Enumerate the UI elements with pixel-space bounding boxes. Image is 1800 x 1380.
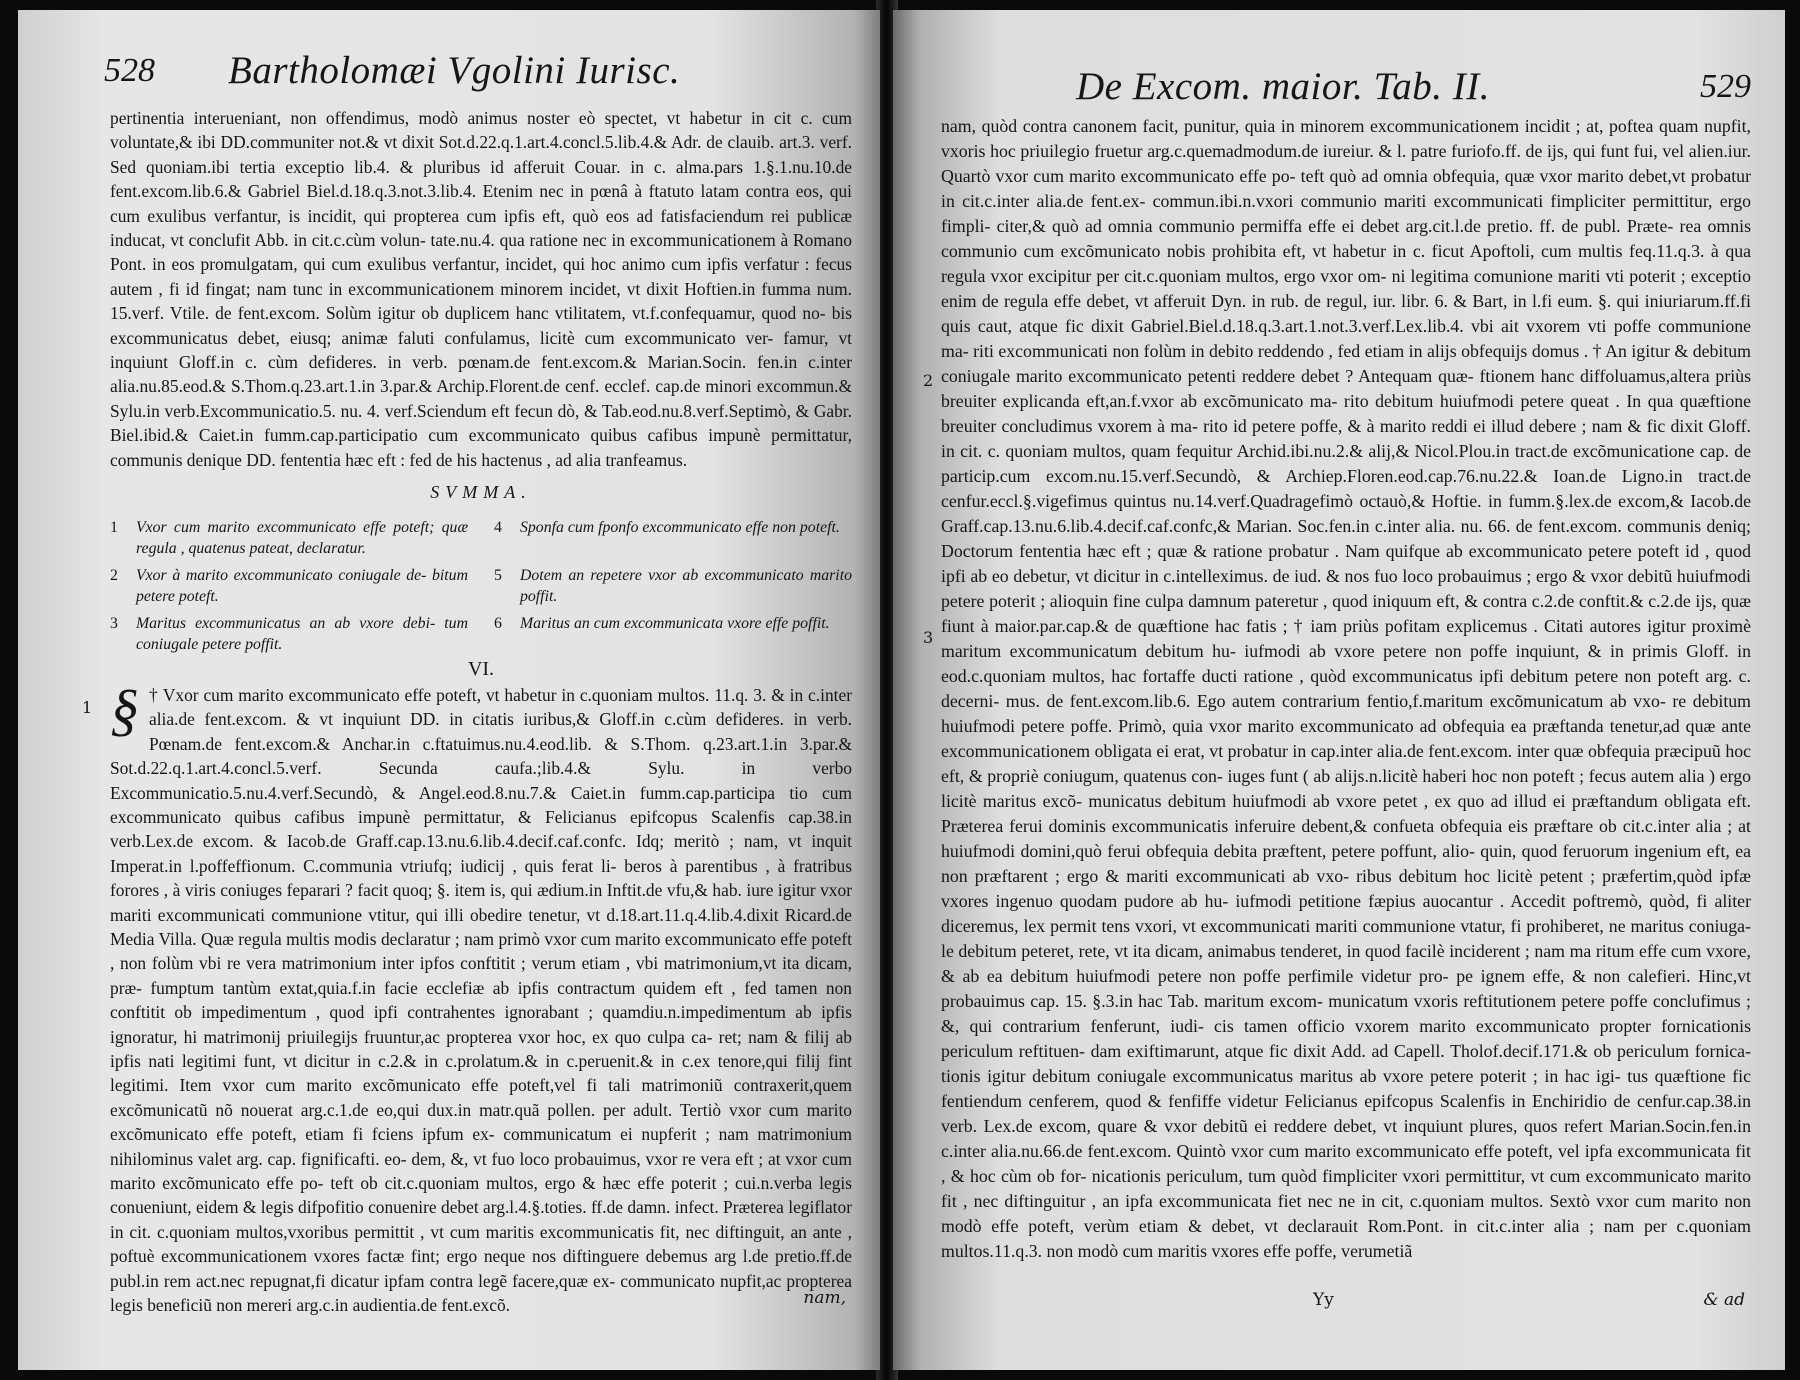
right-page-header bbox=[941, 50, 1751, 114]
right-running-head: De Excom. maior. Tab. II. bbox=[1076, 65, 1491, 108]
left-text-top: pertinentia interueniant, non offendimus, modò animus noster eò spectet, vt habetur in cit c. cum voluntate,& ibi DD.communiter not.& vt dixit Sot.d.22.q.1.art.4.concl.5.lib.4.& Adr. de clauib. art.3. verf. Sed quoniam.ibi tertia exceptio lib.4. & pluribus id afferuit Couar. in c. alma.pars 1.§.1.nu.10.de fent.excom.lib.6.& Gabriel Biel.d.18.q.3.not.3.lib.4. Etenim nec in pœnâ à ftatuto latam contra eos, qui cum exulibus verfantur, is incidit, qui propterea cum ipfis eft, quò eos ad fatisfaciendum rei publicæ inducat, vt conclufit Abb. in cit.c.cùm volun- tate.nu.4. qua ratione nec in excommunicationem à Romano Pont. in eos promulgatam, qui cum exulibus verfantur, incidet, qui hoc animo cum ipfis verfatur : fecus autem , fi id fingat; nam tunc in excommunicationem minorem incidet, vt dixit Hoftien.in fumma num. 15.verf. Vtile. de fent.excom. Solùm igitur ob duplicem hanc vtilitatem, vt.f.confequamur, quod no- bis excommunicatus debet, eiusq; animæ faluti confulamus, licitè cum excommunicato ver- famur, vt inquiunt Gloff.in c. cùm defideres. in verb. pœnam.de fent.excom.& Marian.Socin. fen.in c.inter alia.nu.85.eod.& S.Thom.q.23.art.1.in 3.par.& Archip.Florent.de cenf. ecclef. cap.de minori excommun.& Sylu.in verb.Excommunicatio.5. nu. 4. verf.Sciendum eft fecun dò, & Tab.eod.nu.8.verf.Septimò, & Gabr. Biel.ibid.& Caiet.in fumm.cap.participatio cum excommunicato quibus cafibus impunè permittatur, communis denique DD. fententia hæc eft : fed de his hactenus , ad alia tranfeamus. bbox=[110, 108, 852, 470]
right-page bbox=[893, 10, 1785, 1370]
summa-item bbox=[494, 517, 852, 559]
left-catchword: nam, bbox=[803, 1288, 846, 1308]
right-page-number: 529 bbox=[1700, 68, 1751, 105]
summa-item bbox=[110, 517, 468, 559]
summa-number: 5 bbox=[494, 566, 502, 584]
summa-text: Dotem an repetere vxor ab excommunicato marito poffit. bbox=[520, 566, 852, 605]
summa-number: 6 bbox=[494, 614, 502, 632]
signature-mark: Yy bbox=[1313, 1290, 1334, 1310]
summa-number: 1 bbox=[110, 518, 118, 536]
section-numeral: VI. bbox=[467, 657, 495, 680]
summa-number: 3 bbox=[110, 614, 118, 632]
left-text-body bbox=[110, 676, 852, 1318]
margin-note-1: 1 bbox=[82, 698, 93, 717]
summa-text: Maritus excommunicatus an ab vxore debi- tum coniugale petere poffit. bbox=[136, 614, 468, 653]
left-page-number: 528 bbox=[104, 52, 155, 89]
paragraph-mark: § bbox=[110, 676, 139, 742]
right-page-text bbox=[941, 114, 1751, 1264]
left-running-head: Bartholomæi Vgolini Iurisc. bbox=[228, 49, 681, 92]
summa-title: SVMMA. bbox=[430, 482, 532, 503]
margin-note-2: 2 bbox=[923, 371, 934, 390]
left-body-text: † Vxor cum marito excommunicato effe poteft, vt habetur in c.quoniam multos. 11.q. 3. & in c.inter alia.de fent.excom. & vt inquiunt DD. in citatis iuribus,& Gloff.in c.cùm defideres. in verb. Pœnam.de fent.excom.& Anchar.in c.ftatuimus.nu.4.eod.lib. & S.Thom. q.23.art.1.in 3.par.& Sot.d.22.q.1.art.4.concl.5.verf. Secunda caufa.;lib.4.& Sylu. in verbo Excommunicatio.5.nu.4.verf.Secundò, & Angel.eod.8.nu.7.& Caiet.in fumm.cap.participa tio cum excommunicato quibus cafibus impunè permittatur, & Felicianus epifcopus Scalenfis cap.38.in verb.Lex.de excom. & Iacob.de Graff.cap.13.nu.6.lib.4.decif.caf.confc. Idq; meritò ; nam, vt inquit Imperat.in l.poffeffionum. C.communia vtriufq; iudicij , quis ferat li- beros à parentibus , à fratribus forores , à viris coniuges feparari ? facit quoq; §. item is, qui ædium.in Inftit.de vfu,& hab. iure igitur vxor mariti excommunicati communione vtitur, qui illi obedire tenetur, vt d.18.art.11.q.4.lib.4.dixit Ricard.de Media Villa. Quæ regula multis modis declaratur ; nam primò vxor cum marito excommunicato effe poteft , non folùm vbi re vera matrimonium inter ipfos conftitit ; verum etiam , vbi matrimonium,vt ita dicam, præ- fumptum tantùm extat,quia.f.in facie ecclefiæ ab ipfis contractum quidem eft , fed tamen non conftitit ob impedimentum , quod ipfi contrahentes ignorabant ; quamdiu.n.impedimentum ab ipfis ignoratur, hi matrimonij priuilegijs fruuntur,ac propterea vxor hoc, ex quo culpa ca- ret; nam & filij ab ipfis nati legitimi funt, vt dicitur in c.2.& in c.prolatum.& in c.peruenit.& in c.ex tenore,qui filij fint legitimi. Item vxor cum marito excõmunicato effe poteft,vel fi tali matrimoniũ contraxerit,quem excõmunicatũ nõ nouerat arg.c.1.de eo,qui dux.in matr.quã pollen. per adult. Tertiò vxor cum marito excõmunicato effe poteft, etiam fi fciens ipfum ex- communicatum ei nupferit ; nam matrimonium nihilominus valet arg. cap. fignificafti. eo- dem, &, vt fuo loco probauimus, vxor re vera eft ; at vxor cum marito excõmunicato effe po- teft ob cit.c.quoniam multos, ergo & hæc effe poterit ; cui.n.verba legis conueniunt, eidem & legis difpofitio conuenire debet arg.l.4.§.toties. ff.de damn. infect. Præterea legiflator in cit. c.quoniam multos,vxoribus permittit , vt cum maritis excommunicatis fit, nec diftinguit, an ante , poftuè excommunicationem vxores factæ fint; ergo neque nos diftinguere debemus arg l.de pretio.ff.de publ.in rem act.nec repugnat,fi dicatur ipfam contra legẽ facere,quæ ex- communicato nupfit,ac propterea legis beneficiũ non mereri arg.c.in audientia.de fent.excõ. bbox=[110, 684, 852, 1316]
summa-text: Vxor cum marito excommunicato effe poteft; quæ regula , quatenus pateat, declaratur. bbox=[136, 518, 468, 557]
right-catchword: & ad bbox=[1703, 1290, 1745, 1310]
left-page-header bbox=[104, 42, 852, 106]
summa-item bbox=[110, 613, 468, 655]
summa-list bbox=[110, 517, 852, 655]
summa-text: Sponfa cum fponfo excommunicato effe non poteft. bbox=[520, 518, 840, 536]
summa-item bbox=[110, 565, 468, 607]
summa-text: Maritus an cum excommunicata vxore effe poffit. bbox=[520, 614, 830, 632]
summa-item bbox=[494, 565, 852, 607]
summa-number: 4 bbox=[494, 518, 502, 536]
summa-item bbox=[494, 613, 852, 655]
summa-number: 2 bbox=[110, 566, 118, 584]
right-text-body: nam, quòd contra canonem facit, punitur, quia in minorem excommunicationem incidit ; at, poftea quam nupfit, vxoris hoc priuilegio fruetur arg.c.quemadmodum.de iureiur. & l. patre furiofo.ff. de ijs, qui funt fui, vel alien.iur. Quartò vxor cum marito excommunicato effe po- teft quò ad omnia obfequia, quæ vxor marito debet,vt probatur in cit.c.inter alia.de fent.ex- commun.ibi.n.vxori communio mariti excommunicati fimpliciter permittitur, ergo fimpli- citer,& quò ad omnia communio permiffa effe ei debet arg.cit.l.de pretio. ff. de publ. Præte- rea omnis communio cum excõmunicato nobis prohibita eft, vt habetur in c. ficut Apoftoli, cum multis feq.11.q.3. à qua regula vxor excipitur per cit.c.quoniam multos, ergo vxor om- ni legitima comunione mariti vti poterit ; exceptio enim de regula effe debet, vt afferuit Dyn. in rub. de regul, iur. libr. 6. & Bart, in l.fi eum. §. qui iniuriarum.ff.fi quis caut, atque fic dixit Gabriel.Biel.d.18.q.3.art.1.not.3.verf.Lex.lib.4. vbi ait vxorem vti poffe communione ma- riti excommunicati non folùm in debito reddendo , fed etiam in alijs obfequijs domus . † An igitur & debitum coniugale marito excommunicato petenti reddere debet ? Antequam quæ- ftionem hanc diffoluamus,altera priùs breuiter explicanda eft,an.f.vxor ab excõmunicato ma- rito debitum huiufmodi petere queat . In qua quæftione breuiter concludimus vxorem à ma- rito id petere poffe, & à marito reddi ei illud debere ; nam & fic dixit Gloff. in cit. c. quoniam multos, quam fequitur Archid.ibi.nu.2.& alij,& Nicol.Plou.in tract.de excõmunicatione cap. de particip.cum excom.nu.15.verf.Secundò, & Archiep.Floren.eod.cap.76.nu.22.& Ioan.de Ligno.in tract.de cenfur.eccl.§.vigefimus quintus nu.14.verf.Quadragefimò octauò,& Hoftie. in fumm.§.lex.de excom,& Iacob.de Graff.cap.13.nu.6.lib.4.decif.caf.confc,& Marian. Soc.fen.in c.inter alia. nu. 66. de fent.excom. communis deniq; Doctorum fententia hæc eft ; quæ & ratione probatur . Nam quifque ab excommunicato petere poteft id , quod ipfi ab eo debetur, vt dicitur in c.intelleximus. de iud. & nos fuo loco probauimus ; ergo & vxor debitũ huiufmodi petere poterit ; alioquin fine culpa damnum pateretur , quod iniquum eft, & contra c.2.de conftit.& c.2.de ijs, quæ fiunt à maior.par.cap.& de quæftione hac fatis ; † iam priùs pofitam explicemus . Citati autores igitur proximè maritum excommunicatum debitum hu- iufmodi ab vxore petere non poffe inquiunt, & in primis Gloff. in eod.c.quoniam multos, hac fortaffe ducti ratione , quòd excommunicatus ipfi debitum petere non poteft arg. c. decerni- mus. de fent.excom.lib.6. Ego autem contrarium fentio,f.maritum excõmunicatum ab vxo- re debitum huiufmodi petere poffe. Primò, quia vxor marito excommunicato ad obfequia ea præftanda tenetur,ad quæ ante excommunicationem obligata ei erat, vt probatur in cap.inter alia.de fent.excom. inter quæ obfequia præcipuũ hoc eft, & propriè coniugum, quatenus con- iuges funt ( ab alijs.n.licitè haberi hoc non poteft ; fecus autem alia ) ergo licitè maritus excõ- municatus debitum huiufmodi ab vxore petet , ex quo ad illud ei præftandum obligata eft. Præterea ferui dominis excommunicatis inferuire debent,& confueta obfequia eis præftare ob cit.c.inter alia ; at huiufmodi domini,quò ferui obfequia debita præftent, petere poffunt, alio- quin, quod feruorum ingenium eft, ea non præftarent ; ergo & mariti excommunicati ab vxo- ribus debitum hoc licitè petent ; præfertim,quòd ipfæ vxores ingenuo quodam pudore ab hu- iufmodi petitione fæpius auocantur . Accedit poftremò, quòd, fi aliter diceremus, lex permit tens vxori, vt excommunicati mariti communione vtatur, fi prohiberet, ne maritus coniuga- le debitum peteret, rete, vt ita dicam, animabus tenderet, in quod facilè inciderent ; nam ma ritum effe cum vxore, & ab ea debitum huiufmodi petere non poffe perfimile videtur pro- pe ignem effe, & non calefieri. Hinc,vt probauimus cap. 15. §.3.in hac Tab. maritum excom- municatum vxoris reftitutionem petere poffe conclufimus ; &, qui contrarium fenferunt, iudi- cis tamen officio vxorem marito excommunicato propter fornicationis periculum reftituen- dam exiftimarunt, atque fic dixit Add. ad Capell. Tholof.decif.171.& ob periculum fornica- tionis igitur debitum coniugale excommunicatus maritus ab vxore petere poterit ; in hac igi- tus quæftione fic fentiendum cenferem, quod & fenfiffe videtur Felicianus epifcopus Scalenfis in Enchiridio de cenfur.cap.38.in verb. Lex.de excom, quare & vxor debitũ ei reddere debet, vt inquiunt plures, quos refert Marian.Socin.fen.in c.inter alia.nu.66.de fent.excom. Quintò vxor cum marito excommunicato effe poteft, vel ipfa excommunicata fit , & hoc cùm ob for- nicationis periculum, tum quòd fimpliciter vxori permittitur, vt cum excommunicato marito fit , nec diftinguitur , an ipfa excommunicata fiet nec ne in cit, c.quoniam multos. Sextò vxor cum marito non modò effe poteft, verùm etiam & debet, vt declarauit Rom.Pont. in cit.c.inter alia ; nam per c.quoniam multos.11.q.3. non modò cum maritis vxores effe poffe, verumetiã bbox=[941, 116, 1751, 1261]
margin-note-3: 3 bbox=[923, 628, 934, 647]
left-page-text bbox=[110, 106, 852, 1317]
left-page bbox=[18, 10, 880, 1370]
summa-text: Vxor à marito excommunicato coniugale de- bitum petere poteft. bbox=[136, 566, 468, 605]
